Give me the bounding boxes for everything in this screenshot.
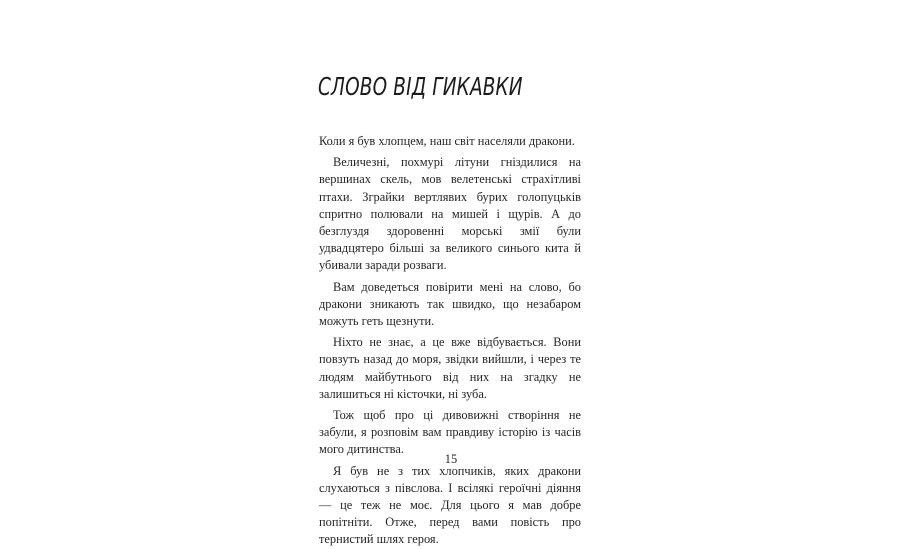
- paragraph-6: Я був не з тих хлопчиків, яких дракони слухаються з півслова. І всілякі героїчні діяння — це теж не моє. Для цього я мав добре попітніти. Отже, перед вами повість про тернистий шлях героя.: [319, 463, 581, 547]
- paragraph-3: Вам доведеться повірити мені на слово, бо дракони зникають так швидко, що незабаром можуть геть щезнути.: [319, 279, 581, 329]
- chapter-title: СЛОВО ВІД ГИКАВКИ: [318, 72, 523, 101]
- body-text: [319, 133, 581, 549]
- paragraph-4: Ніхто не знає, а це вже відбувається. Вони повзуть назад до моря, звідки вийшли, і через те людям майбутнього від них на згадку не залишиться ні кісточки, ні зуба.: [319, 335, 581, 401]
- page-number: 15: [444, 452, 458, 466]
- paragraph-5: Тож щоб про ці дивовижні створіння не забули, я розповім вам правдиву історію із часів мого дитинства.: [319, 408, 581, 457]
- paragraph-1: Коли я був хлопцем, наш світ населяли дракони.: [319, 134, 575, 148]
- paragraph-2: Величезні, похмурі літуни гніздилися на вершинах скель, мов велетенські страхітливі птахи. Зграйки вертлявих бурих голопуцьків спритно полювали на мишей і щурів. А до безглуздя здоровенні морські змії були удвадцятеро більші за великого синього кита й убивали заради розваги.: [319, 155, 581, 273]
